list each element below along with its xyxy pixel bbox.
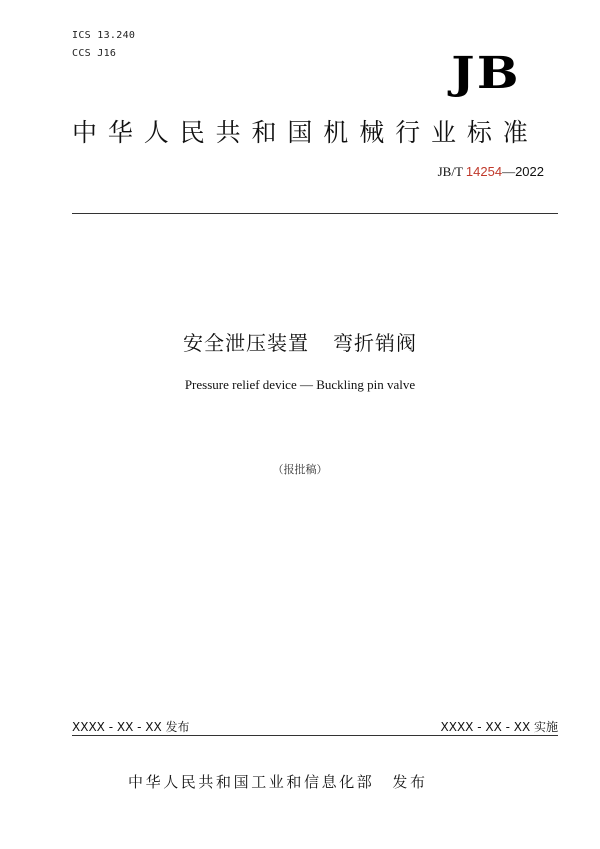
standard-number-value: 14254 bbox=[465, 164, 503, 179]
ccs-code: CCS J16 bbox=[72, 48, 117, 59]
standard-number-separator: — bbox=[502, 164, 516, 179]
issuer-name: 中华人民共和国工业和信息化部 bbox=[128, 773, 375, 791]
standard-number-prefix: JB/T bbox=[437, 164, 466, 179]
ics-code: ICS 13.240 bbox=[72, 30, 136, 41]
jb-logo: JB bbox=[451, 48, 521, 99]
standard-year: 2022 bbox=[515, 164, 544, 179]
issuer-action: 发布 bbox=[392, 773, 428, 791]
title-zh-part1: 安全泄压装置 bbox=[183, 331, 309, 355]
title-zh-part2: 弯折销阀 bbox=[333, 331, 417, 355]
standard-title: 中华人民共和国机械行业标准 bbox=[72, 118, 539, 147]
standard-number bbox=[438, 164, 544, 180]
top-divider bbox=[72, 213, 558, 214]
document-title-zh bbox=[0, 327, 600, 356]
issuer bbox=[128, 771, 428, 792]
bottom-divider bbox=[72, 735, 558, 736]
implementation-date: XXXX - XX - XX 实施 bbox=[440, 720, 558, 734]
issue-date: XXXX - XX - XX 发布 bbox=[72, 720, 190, 734]
draft-status: （报批稿） bbox=[272, 463, 328, 476]
document-title-en: Pressure relief device — Buckling pin valve bbox=[184, 377, 416, 392]
